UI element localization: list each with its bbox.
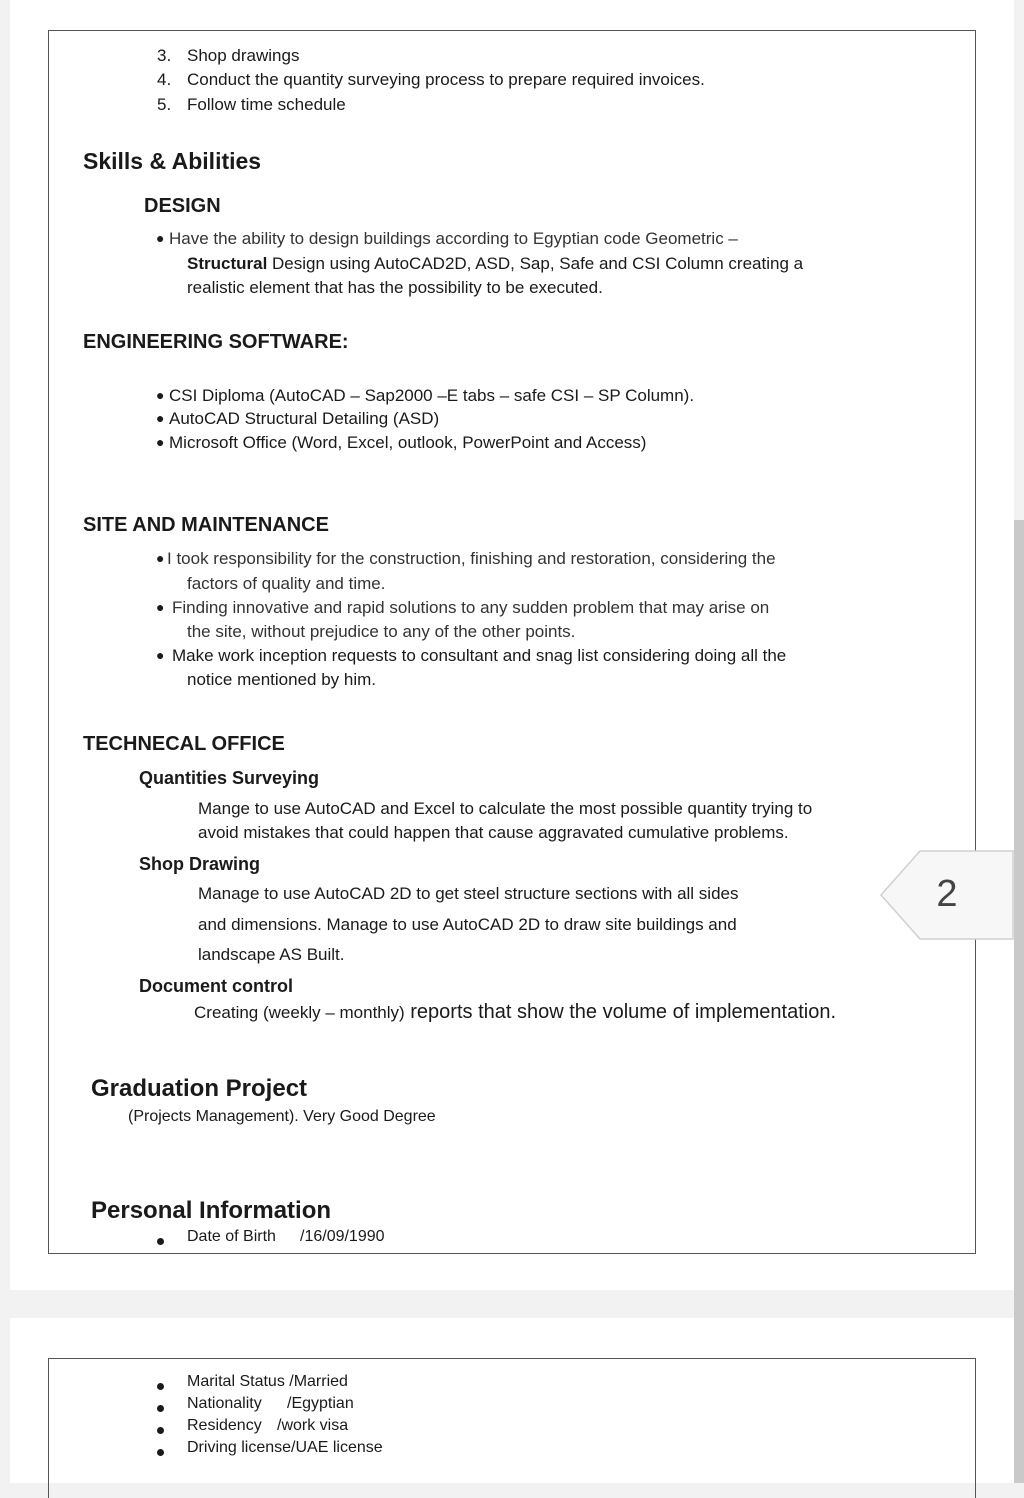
software-item: CSI Diploma (AutoCAD – Sap2000 –E tabs – safe CSI – SP Column). — [169, 386, 695, 405]
design-heading: DESIGN — [144, 195, 221, 217]
page-number: 2 — [936, 873, 958, 915]
sd-text-line3: landscape AS Built. — [198, 945, 345, 964]
nationality-label: Nationality — [187, 1395, 262, 1412]
driving-license: Driving license/UAE license — [187, 1439, 383, 1456]
site-item-1-line2: factors of quality and time. — [187, 574, 386, 593]
design-text-line2 — [187, 255, 803, 272]
site-item-2-line1: Finding innovative and rapid solutions to any sudden problem that may arise on — [172, 598, 770, 617]
sd-heading: Shop Drawing — [139, 854, 260, 874]
sd-text-line2: and dimensions. Manage to use AutoCAD 2D to draw site buildings and — [198, 915, 737, 934]
dob-value: /16/09/1990 — [300, 1228, 385, 1245]
design-bold-word: Structural — [187, 254, 268, 273]
graduation-heading: Graduation Project — [91, 1075, 308, 1102]
software-item: Microsoft Office (Word, Excel, outlook, PowerPoint and Access) — [169, 433, 647, 452]
dc-heading: Document control — [139, 976, 294, 996]
bullet-icon: ● — [156, 230, 165, 246]
marital-status: Marital Status /Married — [187, 1373, 348, 1390]
qs-text-line2: avoid mistakes that could happen that cause aggravated cumulative problems. — [198, 823, 789, 842]
bullet-icon: ● — [156, 410, 165, 426]
list-number: 4. — [157, 70, 172, 89]
dc-text — [194, 1002, 836, 1022]
list-number: 5. — [157, 95, 172, 114]
site-item-3-line1: Make work inception requests to consultant and snag list considering doing all the — [172, 646, 787, 665]
qs-heading: Quantities Surveying — [139, 768, 320, 788]
duty-item: Conduct the quantity surveying process to prepare required invoices. — [187, 70, 705, 89]
list-number: 3. — [157, 46, 172, 65]
residency-label: Residency — [187, 1417, 262, 1434]
residency-value: /work visa — [277, 1417, 349, 1434]
sd-text-line1: Manage to use AutoCAD 2D to get steel structure sections with all sides — [198, 884, 739, 903]
office-heading: TECHNECAL OFFICE — [83, 733, 285, 755]
site-item-1-line1: I took responsibility for the construction, finishing and restoration, considering the — [167, 549, 776, 568]
software-item: AutoCAD Structural Detailing (ASD) — [169, 409, 440, 428]
duty-item: Follow time schedule — [187, 95, 346, 114]
dc-text-large: reports that show the volume of implementation. — [404, 1001, 837, 1023]
personal-heading: Personal Information — [91, 1197, 332, 1224]
nationality-value: /Egyptian — [287, 1395, 354, 1412]
bullet-icon: ● — [156, 550, 165, 566]
skills-heading: Skills & Abilities — [83, 148, 262, 174]
duty-item: Shop drawings — [187, 46, 300, 65]
design-text-line3: realistic element that has the possibility to be executed. — [187, 278, 603, 297]
bullet-icon: ● — [156, 387, 165, 403]
dob-label: Date of Birth — [187, 1228, 276, 1245]
bullet-icon: ● — [156, 434, 165, 450]
qs-text-line1: Mange to use AutoCAD and Excel to calculate the most possible quantity trying to — [198, 799, 813, 818]
dc-text-small: Creating (weekly – monthly) — [194, 1003, 405, 1022]
bullet-icon — [157, 1234, 164, 1250]
bullet-icon: ● — [156, 599, 165, 615]
scrollbar[interactable] — [1014, 520, 1024, 1483]
site-item-2-line2: the site, without prejudice to any of the other points. — [187, 622, 576, 641]
bullet-icon: ● — [156, 647, 165, 663]
design-text-line1: Have the ability to design buildings according to Egyptian code Geometric – — [169, 229, 738, 248]
software-heading: ENGINEERING SOFTWARE: — [83, 331, 349, 353]
design-text-line2-rest: Design using AutoCAD2D, ASD, Sap, Safe and CSI Column creating a — [267, 254, 804, 273]
bullet-icon — [157, 1379, 164, 1395]
site-item-3-line2: notice mentioned by him. — [187, 670, 376, 689]
graduation-text: (Projects Management). Very Good Degree — [128, 1108, 436, 1125]
bullet-icon — [157, 1401, 164, 1417]
bullet-icon — [157, 1423, 164, 1439]
bullet-icon — [157, 1445, 164, 1461]
site-heading: SITE AND MAINTENANCE — [83, 514, 329, 536]
